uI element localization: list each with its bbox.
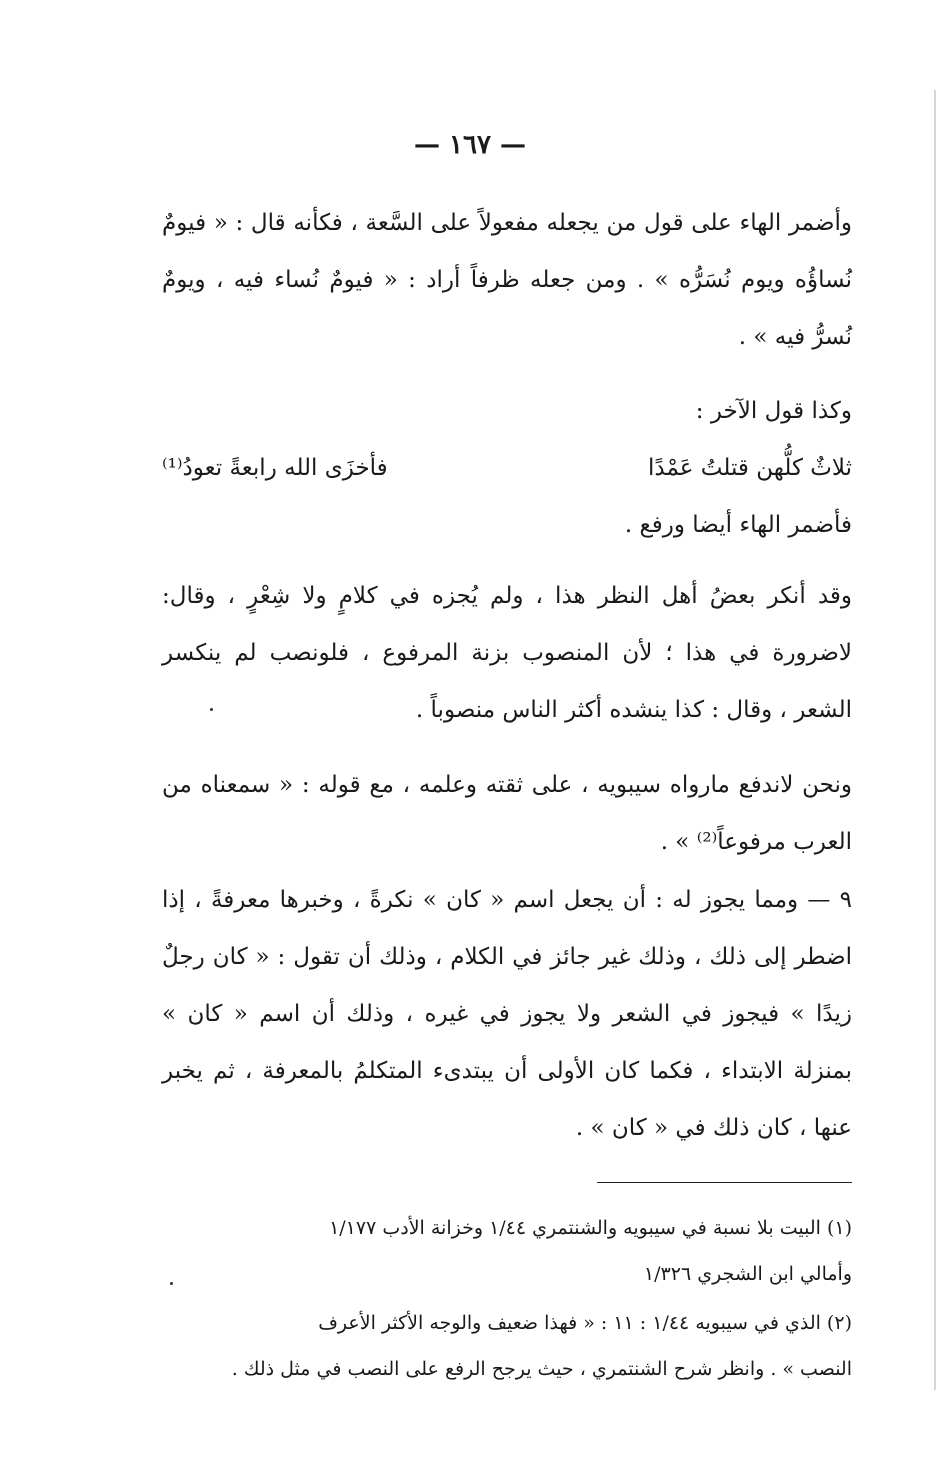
verse-first-hemistich: ثلاثٌ كلُّهن قتلتُ عَمْدًا [647, 455, 852, 481]
paragraph-1: وأضمر الهاء على قول من يجعله مفعولاً على السَّعة ، فكأنه قال : « فيومٌ نُساؤُه ويوم نُسَرُّه » . ومن جعله ظرفاً أراد : « فيومٌ نُساء فيه ، ويومٌ نُسرُّ فيه » . [162, 210, 852, 350]
footnote-1-line-1: (١) البيت بلا نسبة في سيبويه والشنتمري ١/٤٤ وخزانة الأدب ١/١٧٧ [329, 1217, 852, 1239]
paragraph-5: ونحن لاندفع مارواه سيبويه ، على ثقته وعلمه ، مع قوله : « سمعناه من العرب مرفوعاً⁽²⁾ » . [162, 772, 852, 855]
page-edge-line [934, 90, 936, 1390]
poetry-verse [162, 440, 852, 497]
paragraph-2: وكذا قول الآخر : [695, 398, 852, 424]
page-number: — ١٦٧ — [413, 130, 527, 160]
footnote-2-line-2: النصب » . وانظر شرح الشنتمري ، حيث يرجح الرفع على النصب في مثل ذلك . [231, 1358, 852, 1380]
paragraph-3: فأضمر الهاء أيضا ورفع . [624, 512, 852, 538]
footnote-separator [597, 1182, 852, 1183]
footnote-1-line-2: وأمالي ابن الشجري ١/٣٢٦ [643, 1263, 852, 1285]
paragraph-6: ٩ — ومما يجوز له : أن يجعل اسم « كان » نكرةً ، وخبرها معرفةً ، إذا اضطر إلى ذلك ، وذلك غير جائز في الكلام ، وذلك أن تقول : « كان رجلٌ زيدًا » فيجوز في الشعر ولا يجوز في غيره ، وذلك أن اسم « كان » بمنزلة الابتداء ، فكما كان الأولى أن يبتدىء المتكلمُ بالمعرفة ، ثم يخبر عنها ، كان ذلك في « كان » . [162, 887, 852, 1141]
verse-second-hemistich: فأخزَى الله رابعةً تعودُ⁽¹⁾ [162, 455, 388, 481]
speck [210, 708, 213, 711]
speck [170, 1282, 173, 1285]
footnote-2-line-1: (٢) الذي في سيبويه ١/٤٤ : ١١ : « فهذا ضعيف والوجه الأكثر الأعرف [318, 1312, 852, 1334]
paragraph-4: وقد أنكر بعضُ أهل النظر هذا ، ولم يُجزه في كلامٍ ولا شِعْرٍ ، وقال: لاضرورة في هذا ؛ لأن المنصوب بزنة المرفوع ، فلونصب لم ينكسر الشعر ، وقال : كذا ينشده أكثر الناس منصوباً . [162, 583, 852, 723]
